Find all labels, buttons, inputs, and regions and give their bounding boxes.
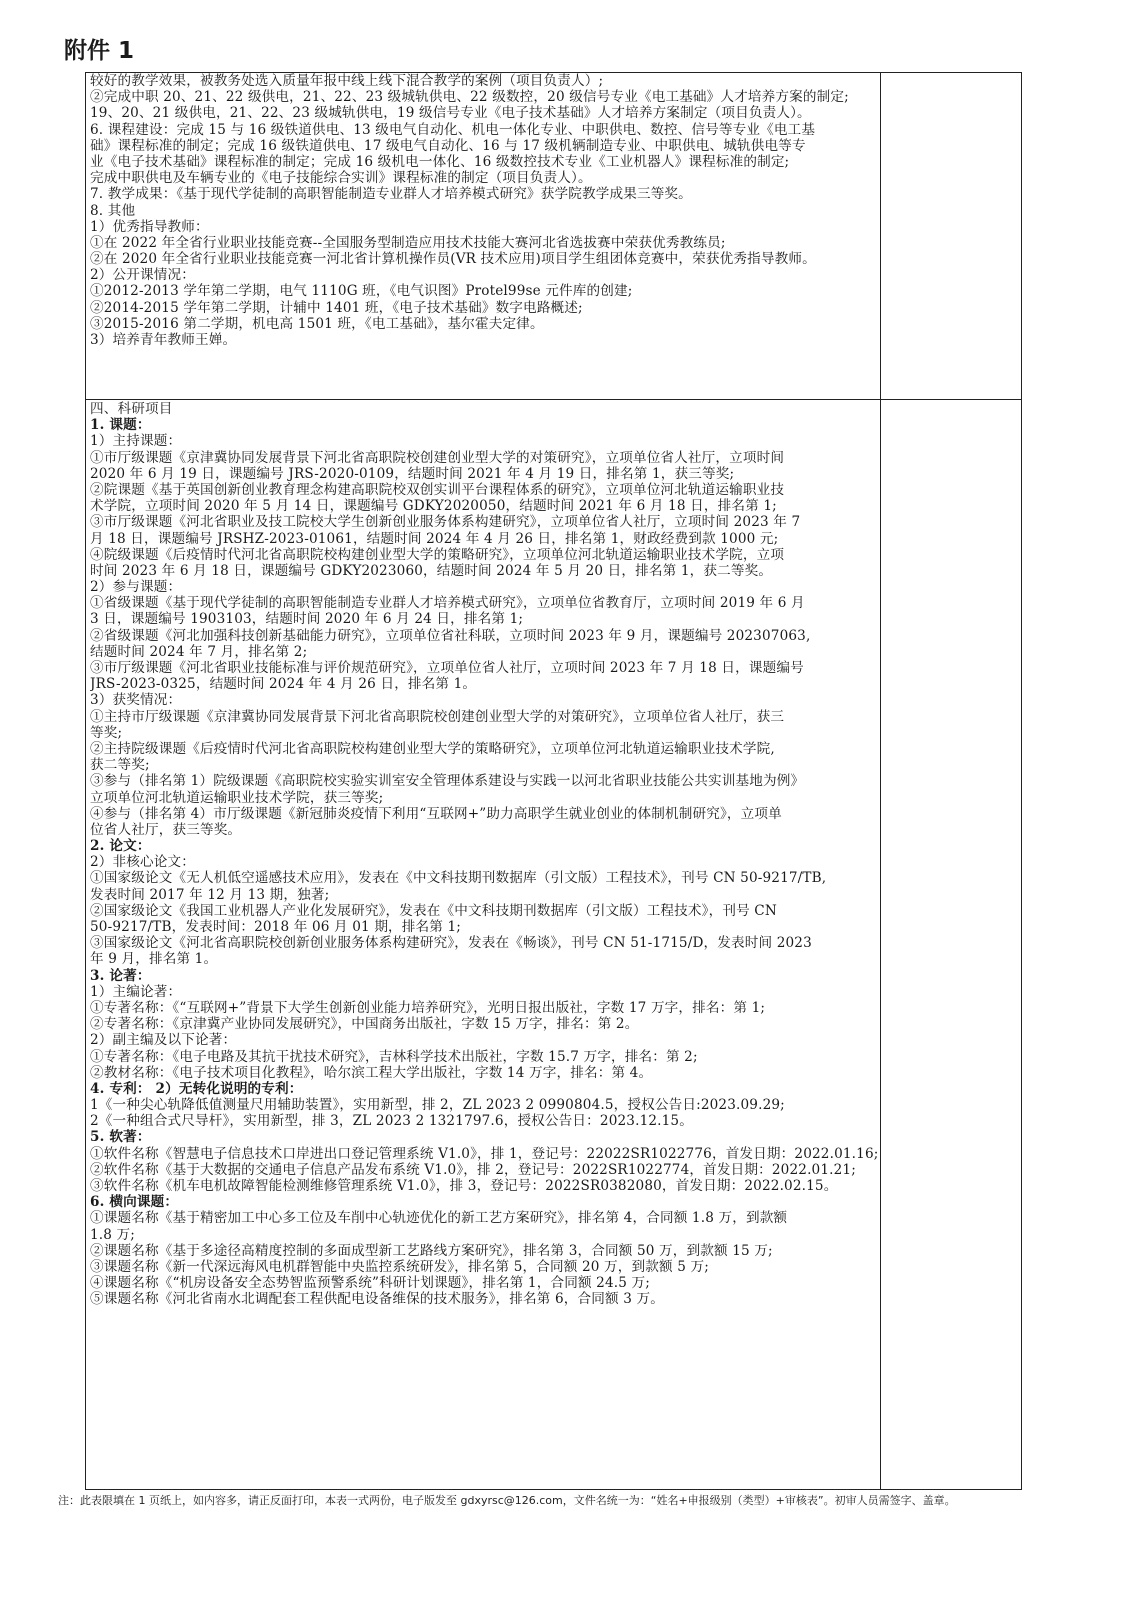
text-line: 3）获奖情况： [90, 692, 182, 709]
text-line: ②专著名称：《京津冀产业协同发展研究》，中国商务出版社，字数 15 万字，排名：第 2。 [90, 1016, 639, 1033]
text-line: 2020 年 6 月 19 日，课题编号 JRS-2020-0109，结题时间 2021 年 4 月 19 日，排名第 1，获三等奖; [90, 465, 735, 482]
text-line: ④参与（排名第 4）市厅级课题《新冠肺炎疫情下利用“互联网+”助力高职学生就业创业的体制机制研究》，立项单 [90, 805, 782, 822]
text-line: 19、20、21 级供电，21、22、23 级城轨供电，19 级信号专业《电子技术基础》人才培养方案制定（项目负责人）。 [90, 105, 811, 122]
text-line: 2）副主编及以下论著： [90, 1032, 237, 1049]
text-line: 时间 2023 年 6 月 18 日，课题编号 GDKY2023060，结题时间 2024 年 5 月 20 日，排名第 1，获二等奖。 [90, 562, 773, 579]
table-row-divider [85, 399, 1022, 400]
text-line: ③2015-2016 第二学期，机电高 1501 班，《电工基础》，基尔霍夫定律。 [90, 315, 544, 332]
text-line: 完成中职供电及车辆专业的《电子技能综合实训》课程标准的制定（项目负责人）。 [90, 170, 592, 187]
text-line: 2）参与课题： [90, 579, 182, 596]
text-line: ②国家级论文《我国工业机器人产业化发展研究》，发表在《中文科技期刊数据库（引文版）工程技术》，刊号 CN [90, 902, 777, 919]
text-line: ②在 2020 年全省行业职业技能竞赛一河北省计算机操作员(VR 技术应用)项目学生组团体竞赛中，荣获优秀指导教师。 [90, 251, 816, 268]
text-line: 术学院，立项时间 2020 年 5 月 14 日，课题编号 GDKY2020050，结题时间 2021 年 6 月 18 日，排名第 1; [90, 498, 777, 515]
text-line: 6. 课程建设：完成 15 与 16 级铁道供电、13 级电气自动化、机电一体化专业、中职供电、数控、信号等专业《电工基 [90, 121, 816, 138]
text-line: ①专著名称：《电子电路及其抗干扰技术研究》，吉林科学技术出版社，字数 15.7 万字，排名：第 2; [90, 1048, 698, 1065]
research-section-cell [85, 401, 880, 1308]
text-line: ①软件名称《智慧电子信息技术口岸进出口登记管理系统 V1.0》，排 1，登记号：22022SR1022776，首发日期：2022.01.16; [90, 1145, 879, 1162]
text-line: ③课题名称《新一代深远海风电机群智能中央监控系统研发》，排名第 5，合同额 20 万，到款额 5 万; [90, 1258, 709, 1275]
text-line: ⑤课题名称《河北省南水北调配套工程供配电设备维保的技术服务》，排名第 6，合同额 3 万。 [90, 1291, 664, 1308]
text-line: ③软件名称《机车电机故障智能检测维修管理系统 V1.0》，排 3，登记号：2022SR0382080，首发日期：2022.02.15。 [90, 1178, 838, 1194]
text-line: 5. 软著： [90, 1129, 151, 1146]
text-line: ①专著名称：《“互联网+”背景下大学生创新创业能力培养研究》，光明日报出版社，字数 17 万字，排名：第 1; [90, 999, 766, 1016]
text-line: ①2012-2013 学年第二学期，电气 1110G 班，《电气识图》Protel99se 元件库的创建; [90, 283, 633, 300]
text-line: ①主持市厅级课题《京津冀协同发展背景下河北省高职院校创建创业型大学的对策研究》，立项单位省人社厅，获三 [90, 708, 785, 725]
text-line: 业《电子技术基础》课程标准的制定；完成 16 级机电一体化、16 级数控技术专业《工业机器人》课程标准的制定; [90, 153, 790, 170]
teaching-section-cell [85, 73, 880, 348]
text-line: 1）优秀指导教师： [90, 218, 209, 235]
text-line: 年 9 月，排名第 1。 [90, 951, 218, 968]
text-line: 立项单位河北轨道运输职业技术学院，获三等奖; [90, 789, 384, 806]
text-line: 1.8 万; [90, 1226, 136, 1243]
text-line: JRS-2023-0325，结题时间 2024 年 4 月 26 日，排名第 1。 [90, 676, 477, 693]
text-line: 2）非核心论文： [90, 854, 196, 871]
text-line: 1《一种尖心轨降低值测量尺用辅助装置》，实用新型，排 2，ZL 2023 2 0990804.5，授权公告日:2023.09.29; [90, 1097, 785, 1114]
text-line: ③参与（排名第 1）院级课题《高职院校实验实训室安全管理体系建设与实践一以河北省职业技能公共实训基地为例》 [90, 773, 805, 790]
text-line: 2《一种组合式尺导杆》，实用新型，排 3，ZL 2023 2 1321797.6，授权公告日：2023.12.15。 [90, 1113, 693, 1130]
attachment-label: 附件 1 [64, 38, 135, 64]
text-line: 1. 课题： [90, 417, 151, 434]
text-line: 发表时间 2017 年 12 月 13 期，独著; [90, 886, 330, 903]
text-line: 等奖; [90, 724, 123, 741]
text-line: ①市厅级课题《京津冀协同发展背景下河北省高职院校创建创业型大学的对策研究》，立项单位省人社厅，立项时间 [90, 449, 785, 466]
text-line: 2. 论文： [90, 838, 151, 855]
text-line: 8. 其他 [90, 202, 136, 219]
text-line: 4. 专利： 2）无转化说明的专利： [90, 1080, 303, 1097]
text-line: 结题时间 2024 年 7 月，排名第 2; [90, 643, 308, 660]
text-line: ②2014-2015 学年第二学期，计辅中 1401 班，《电子技术基础》数字电路概述; [90, 299, 583, 316]
text-line: ②主持院级课题《后疫情时代河北省高职院校构建创业型大学的策略研究》，立项单位河北轨道运输职业技术学院, [90, 740, 775, 757]
text-line: ④课题名称《“机房设备安全态势智监预警系统”科研计划课题》，排名第 1，合同额 24.5 万; [90, 1275, 650, 1292]
text-line: ③市厅级课题《河北省职业技能标准与评价规范研究》，立项单位省人社厅，立项时间 2023 年 7 月 18 日，课题编号 [90, 660, 804, 676]
text-line: 2）公开课情况： [90, 267, 196, 284]
text-line: ③市厅级课题《河北省职业及技工院校大学生创新创业服务体系构建研究》，立项单位省人社厅，立项时间 2023 年 7 [90, 514, 801, 531]
text-line: ②完成中职 20、21、22 级供电，21、22、23 级城轨供电、22 级数控，20 级信号专业《电工基础》人才培养方案的制定; [90, 89, 849, 106]
text-line: 位省人社厅，获三等奖。 [90, 821, 242, 838]
text-line: 1）主编论著： [90, 983, 182, 1000]
text-line: ①国家级论文《无人机低空遥感技术应用》，发表在《中文科技期刊数据库（引文版）工程技术》，刊号 CN 50-9217/TB, [90, 870, 827, 887]
text-line: 较好的教学效果，被教务处选入质量年报中线上线下混合教学的案例（项目负责人）; [90, 73, 604, 89]
text-line: ②软件名称《基于大数据的交通电子信息产品发布系统 V1.0》，排 2，登记号：2022SR1022774，首发日期：2022.01.21; [90, 1161, 856, 1178]
footnote: 注：此表限填在 1 页纸上，如内容多，请正反面打印，本表一式两份，电子版发至 gdxyrsc@126.com，文件名统一为：“姓名+申报级别（类型）+审核表”。初审人员需签字、盖章。 [58, 1494, 956, 1507]
text-line: 7. 教学成果：《基于现代学徒制的高职智能制造专业群人才培养模式研究》获学院教学成果三等奖。 [90, 186, 692, 203]
text-line: 础》课程标准的制定；完成 16 级铁道供电、17 级电气自动化、16 与 17 级机辆制造专业、中职供电、城轨供电等专 [90, 137, 806, 154]
text-line: ③国家级论文《河北省高职院校创新创业服务体系构建研究》，发表在《畅谈》，刊号 CN 51-1715/D，发表时间 2023 [90, 935, 812, 952]
text-line: 50-9217/TB，发表时间：2018 年 06 月 01 期，排名第 1; [90, 919, 462, 935]
table-column-divider [880, 72, 881, 1490]
text-line: 3）培养青年教师王婵。 [90, 332, 237, 348]
text-line: ①在 2022 年全省行业职业技能竞赛--全国服务型制造应用技术技能大赛河北省选拔赛中荣获优秀教练员; [90, 234, 726, 251]
text-line: ①课题名称《基于精密加工中心多工位及车削中心轨迹优化的新工艺方案研究》，排名第 4，合同额 1.8 万，到款额 [90, 1210, 788, 1227]
text-line: 月 18 日，课题编号 JRSHZ-2023-01061，结题时间 2024 年 4 月 26 日，排名第 1，财政经费到款 1000 元; [90, 530, 779, 547]
text-line: 3 日，课题编号 1903103，结题时间 2020 年 6 月 24 日，排名第 1; [90, 611, 524, 628]
text-line: 6. 横向课题： [90, 1194, 179, 1211]
text-line: ④院级课题《后疫情时代河北省高职院校构建创业型大学的策略研究》，立项单位河北轨道运输职业技术学院，立项 [90, 546, 785, 563]
text-line: ②省级课题《河北加强科技创新基础能力研究》，立项单位省社科联，立项时间 2023 年 9 月，课题编号 202307063, [90, 627, 811, 644]
text-line: ②课题名称《基于多途径高精度控制的多面成型新工艺路线方案研究》，排名第 3，合同额 50 万，到款额 15 万; [90, 1242, 773, 1259]
text-line: 1）主持课题： [90, 433, 182, 450]
text-line: 四、科研项目 [90, 401, 173, 417]
text-line: ②教材名称：《电子技术项目化教程》，哈尔滨工程大学出版社，字数 14 万字，排名：第 4。 [90, 1064, 653, 1081]
text-line: 获二等奖; [90, 757, 150, 774]
text-line: ②院课题《基于英国创新创业教育理念构建高职院校双创实训平台课程体系的研究》，立项单位河北轨道运输职业技 [90, 481, 785, 498]
text-line: ①省级课题《基于现代学徒制的高职智能制造专业群人才培养模式研究》，立项单位省教育厅，立项时间 2019 年 6 月 [90, 595, 805, 612]
text-line: 3. 论著： [90, 967, 151, 984]
